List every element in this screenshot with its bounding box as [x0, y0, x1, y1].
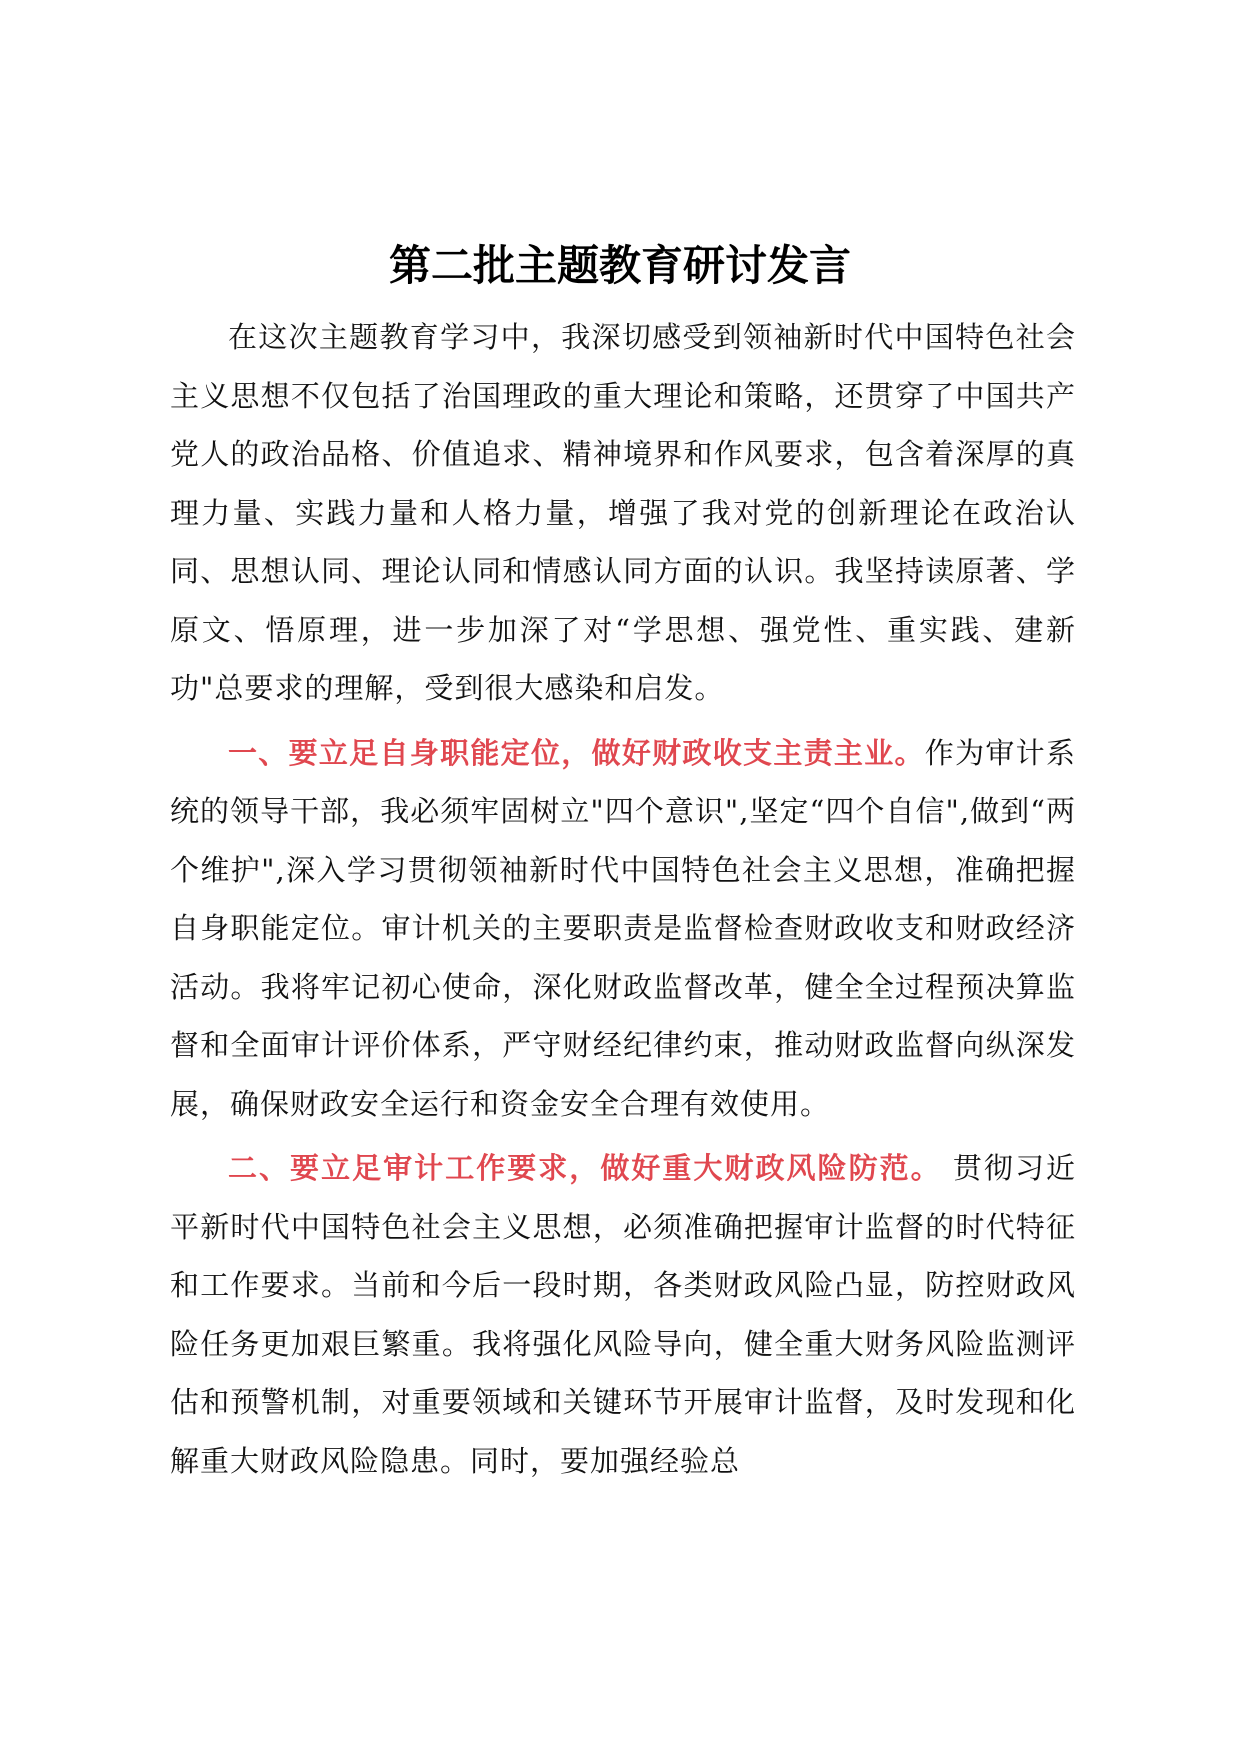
- section-2-text: 贯彻习近平新时代中国特色社会主义思想，必须准确把握审计监督的时代特征和工作要求。当前和今后一段时期，各类财政风险凸显，防控财政风险任务更加艰巨繁重。我将强化风险导向，健全重大财务风险监测评估和预警机制，对重要领域和关键环节开展审计监督，及时发现和化解重大财政风险隐患。同时，要加强经验总: [170, 1151, 1076, 1478]
- section-2-paragraph: [170, 1139, 1076, 1490]
- document-body: [170, 308, 1076, 1490]
- section-1-heading: 一、要立足自身职能定位，做好财政收支主责主业。: [228, 735, 925, 770]
- section-2-heading: 二、要立足审计工作要求，做好重大财政风险防范。: [228, 1151, 942, 1185]
- document-title: 第二批主题教育研讨发言: [388, 241, 851, 290]
- section-1-paragraph: [170, 724, 1076, 1134]
- intro-paragraph: 在这次主题教育学习中，我深切感受到领袖新时代中国特色社会主义思想不仅包括了治国理政的重大理论和策略，还贯穿了中国共产党人的政治品格、价值追求、精神境界和作风要求，包含着深厚的真理力量、实践力量和人格力量，增强了我对党的创新理论在政治认同、思想认同、理论认同和情感认同方面的认识。我坚持读原著、学原文、悟原理，进一步加深了对“学思想、强党性、重实践、建新功"总要求的理解，受到很大感染和启发。: [170, 320, 1076, 705]
- section-1-text: 作为审计系统的领导干部，我必须牢固树立"四个意识",坚定“四个自信",做到“两个维护",深入学习贯彻领袖新时代中国特色社会主义思想，准确把握自身职能定位。审计机关的主要职责是监督检查财政收支和财政经济活动。我将牢记初心使命，深化财政监督改革，健全全过程预决算监督和全面审计评价体系，严守财经纪律约束，推动财政监督向纵深发展，确保财政安全运行和资金安全合理有效使用。: [170, 735, 1076, 1121]
